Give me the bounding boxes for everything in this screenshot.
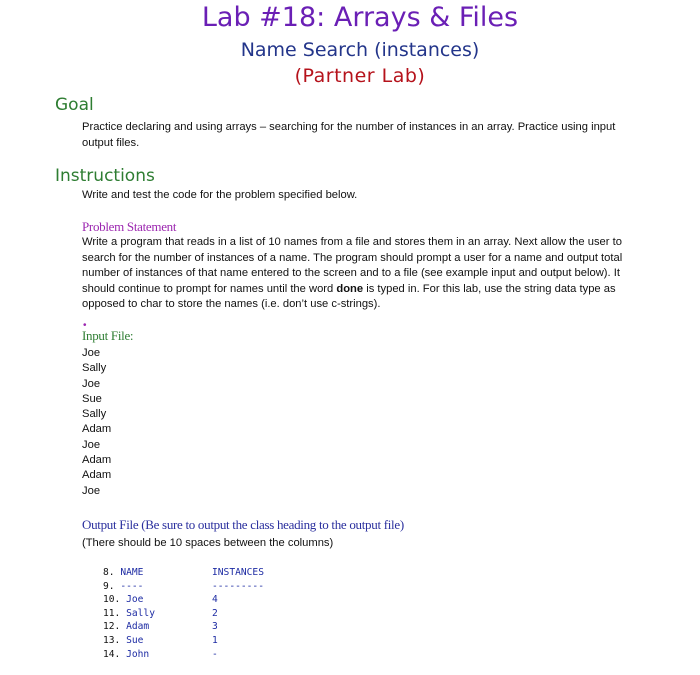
instance-value: 4	[212, 594, 218, 606]
instance-value: ---------	[212, 580, 264, 592]
list-item: Joe	[82, 484, 101, 497]
line-text: ----	[120, 580, 144, 592]
instructions-heading: Instructions	[55, 166, 155, 186]
line-number: 14.	[103, 648, 121, 660]
instance-value: INSTANCES	[212, 567, 264, 578]
bullet-dot: •	[83, 320, 87, 331]
output-file-heading: Output File (Be sure to output the class heading to the output file)	[82, 517, 404, 532]
instance-value: 3	[212, 621, 218, 633]
line-number: 10.	[103, 594, 121, 606]
goal-text: Practice declaring and using arrays – searching for the number of instances in an array. Practice using input output files.	[82, 121, 616, 149]
line-number: 12.	[103, 621, 121, 633]
code-line	[103, 648, 155, 662]
line-text: Adam	[126, 621, 150, 633]
done-keyword: done	[336, 282, 364, 295]
list-item: Joe	[82, 347, 101, 359]
line-text: Joe	[126, 594, 144, 606]
instance-value: 2	[212, 607, 218, 619]
line-text: NAME	[120, 567, 144, 578]
problem-statement-heading: Problem Statement	[82, 219, 177, 234]
list-item: Adam	[82, 469, 112, 482]
page-subtitle: Name Search (instances)	[240, 39, 480, 61]
code-line	[103, 634, 155, 648]
code-line	[103, 593, 155, 607]
list-item: Joe	[82, 377, 101, 390]
line-number: 9.	[103, 580, 115, 592]
list-item: Joe	[82, 438, 101, 451]
output-file-note: (There should be 10 spaces between the columns)	[82, 537, 334, 549]
instance-value: -	[212, 648, 218, 660]
list-item: Adam	[82, 454, 112, 467]
output-code-names	[103, 566, 155, 661]
output-code-instances	[212, 566, 264, 661]
page-title: Lab #18: Arrays & Files	[201, 2, 519, 33]
code-line	[103, 607, 155, 621]
list-item: Sally	[82, 362, 107, 375]
input-file-heading: Input File:	[82, 328, 134, 343]
list-item: Sally	[82, 408, 107, 421]
problem-text-part2: is typed in. For this lab, use the string data type as opposed to char to store the names (i.e. don’t use c-strings).	[82, 282, 616, 311]
partner-lab-tag: (Partner Lab)	[294, 65, 426, 87]
instance-value: 1	[212, 634, 218, 646]
code-line	[103, 620, 155, 634]
instructions-text: Write and test the code for the problem specified below.	[82, 189, 358, 201]
list-item: Adam	[82, 423, 112, 436]
problem-statement-text	[82, 235, 642, 313]
list-item: Sue	[82, 392, 102, 405]
line-text: John	[126, 648, 150, 660]
goal-heading: Goal	[55, 95, 94, 115]
line-text: Sue	[126, 634, 144, 646]
problem-text-part1: Write a program that reads in a list of 10 names from a file and stores them in an array. Next allow the user to search for the number of instances of a name. The program should prompt a user for a name and output total number of instances of that name entered to the screen and to a file (see example input and output below). It should continue to prompt for names until the word	[82, 236, 623, 295]
line-number: 11.	[103, 607, 121, 619]
line-number: 13.	[103, 634, 121, 646]
code-line	[103, 566, 155, 580]
line-text: Sally	[126, 607, 155, 619]
input-names-list	[82, 346, 111, 499]
code-line	[103, 580, 155, 594]
line-number: 8.	[103, 567, 115, 578]
